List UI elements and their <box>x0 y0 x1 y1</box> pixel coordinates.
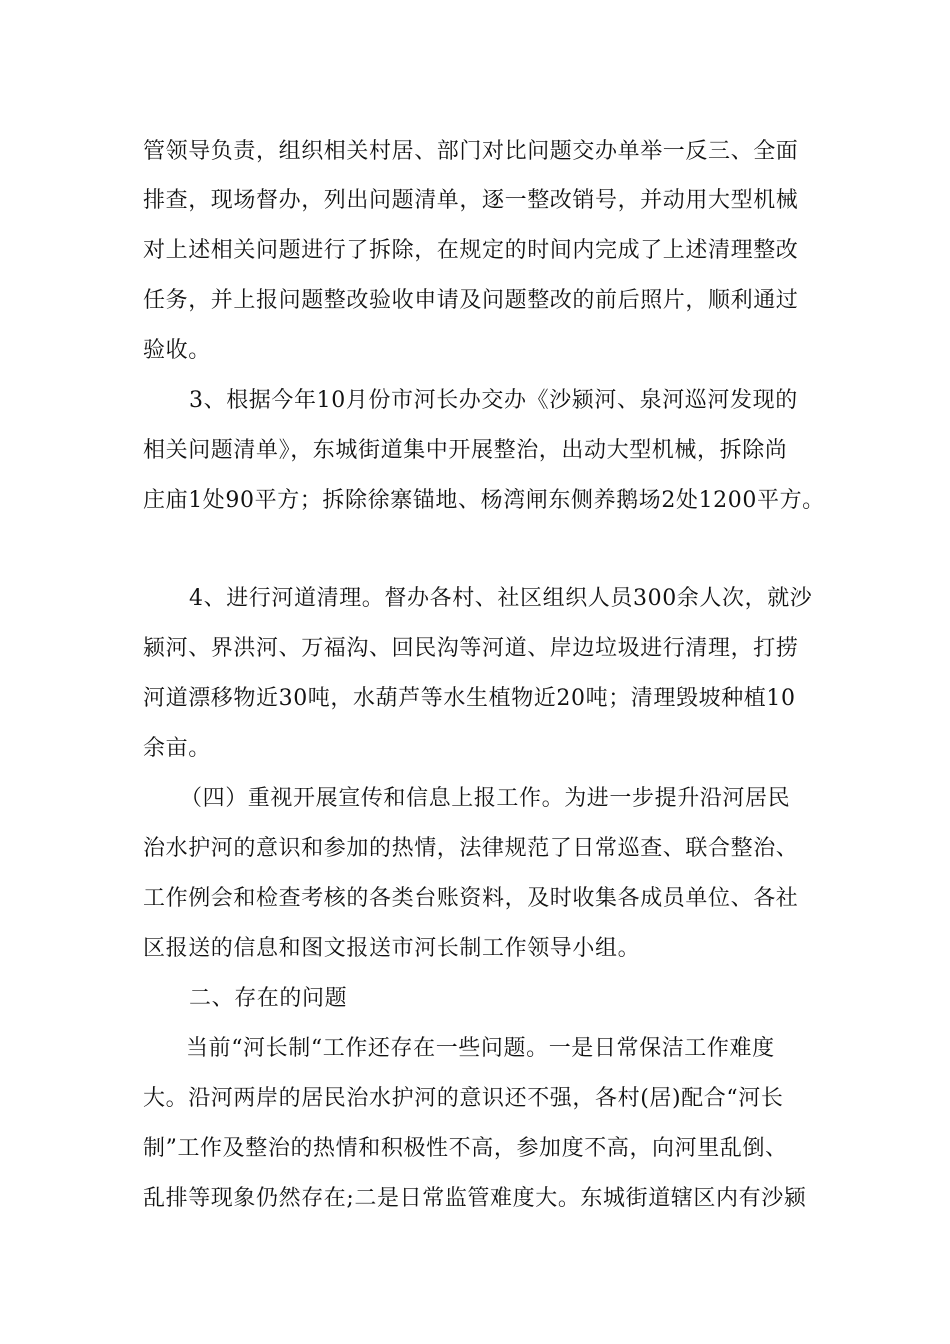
text-line: 区报送的信息和图文报送市河长制工作领导小组。 <box>143 936 641 961</box>
text-line: 4、进行河道清理。督办各村、社区组织人员300余人次，就沙 <box>189 586 813 611</box>
text-line: 河道漂移物近30吨，水葫芦等水生植物近20吨；清理毁坡种植10 <box>143 686 796 711</box>
text-line: 相关问题清单》，东城街道集中开展整治，出动大型机械，拆除尚 <box>143 438 788 463</box>
text-line: 当前“河长制“工作还存在一些问题。一是日常保洁工作难度 <box>186 1036 775 1061</box>
text-line: 对上述相关问题进行了拆除，在规定的时间内完成了上述清理整改 <box>143 238 799 263</box>
text-line: 制”工作及整治的热情和积极性不高，参加度不高，向河里乱倒、 <box>143 1136 788 1161</box>
section-heading: 二、存在的问题 <box>189 986 348 1011</box>
text-line: 排查，现场督办，列出问题清单，逐一整改销号，并动用大型机械 <box>143 188 799 213</box>
text-line: 庄庙1处90平方；拆除徐寨锚地、杨湾闸东侧养鹅场2处1200平方。 <box>143 488 825 513</box>
text-line: 余亩。 <box>143 736 211 761</box>
text-line: 验收。 <box>143 338 211 363</box>
text-line: 颍河、界洪河、万福沟、回民沟等河道、岸边垃圾进行清理，打捞 <box>143 636 799 661</box>
text-line: 乱排等现象仍然存在;二是日常监管难度大。东城街道辖区内有沙颍 <box>143 1186 807 1211</box>
text-line: （四）重视开展宣传和信息上报工作。为进一步提升沿河居民 <box>180 786 791 811</box>
text-line: 任务，并上报问题整改验收申请及问题整改的前后照片，顺利通过 <box>143 288 799 313</box>
text-line: 管领导负责，组织相关村居、部门对比问题交办单举一反三、全面 <box>143 139 799 164</box>
text-line: 3、根据今年10月份市河长办交办《沙颍河、泉河巡河发现的 <box>189 388 798 413</box>
text-line: 治水护河的意识和参加的热情，法律规范了日常巡查、联合整治、 <box>143 836 799 861</box>
text-line: 工作例会和检查考核的各类台账资料，及时收集各成员单位、各社 <box>143 886 799 911</box>
text-line: 大。沿河两岸的居民治水护河的意识还不强，各村(居)配合“河长 <box>143 1086 784 1111</box>
